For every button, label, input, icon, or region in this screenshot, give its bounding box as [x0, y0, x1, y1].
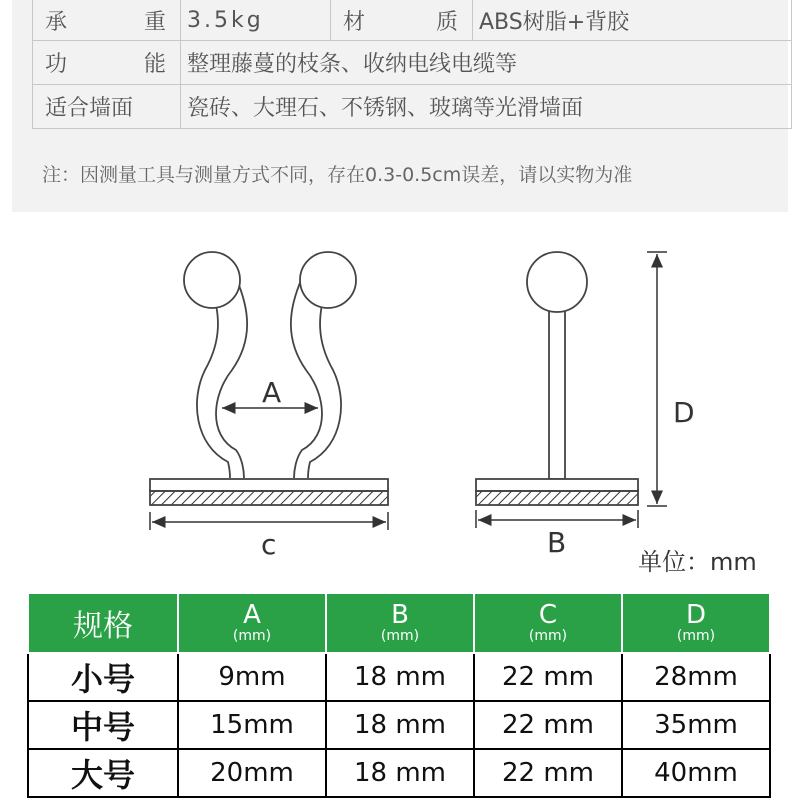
spec-label-surface: 适合墙面: [33, 85, 181, 129]
spec-value-function: 整理藤蔓的枝条、收纳电线电缆等: [181, 41, 792, 85]
spec-row-load: [33, 0, 792, 41]
spec-row-surface: [33, 85, 792, 129]
header-col-d: D (mm): [622, 593, 770, 653]
header-col-c: C (mm): [474, 593, 622, 653]
cell-value: 20mm: [178, 749, 326, 797]
size-table: [27, 592, 771, 798]
spec-label-function: 功能: [33, 41, 181, 85]
dimension-a-label: A: [262, 376, 282, 409]
cell-value: 35mm: [622, 701, 770, 749]
spec-row-function: [33, 41, 792, 85]
cell-value: 18 mm: [326, 749, 474, 797]
disclaimer-note: 注：因测量工具与测量方式不同，存在0.3-0.5cm误差，请以实物为准: [42, 164, 633, 186]
side-view-clip: [476, 252, 638, 505]
spec-value-load: 3.5kg: [181, 0, 331, 41]
cell-value: 40mm: [622, 749, 770, 797]
dimension-c-label: c: [261, 528, 277, 561]
dimension-diagram: [0, 230, 800, 600]
cell-value: 18 mm: [326, 653, 474, 701]
unit-label: 单位：mm: [638, 548, 757, 576]
dimension-b-label: B: [547, 526, 567, 559]
cell-value: 22 mm: [474, 749, 622, 797]
spec-panel: [12, 0, 788, 212]
size-table-header: [28, 593, 770, 653]
header-spec: 规格: [28, 593, 178, 653]
cell-value: 18 mm: [326, 701, 474, 749]
header-col-a: A (mm): [178, 593, 326, 653]
row-label-large: 大号: [28, 749, 178, 797]
spec-label-material: 材质: [331, 0, 473, 41]
cell-value: 28mm: [622, 653, 770, 701]
spec-label-load: 承重: [33, 0, 181, 41]
header-col-b: B (mm): [326, 593, 474, 653]
spec-value-material: ABS树脂+背胶: [473, 0, 792, 41]
table-row: [28, 701, 770, 749]
cell-value: 22 mm: [474, 653, 622, 701]
row-label-medium: 中号: [28, 701, 178, 749]
spec-table: [32, 0, 792, 129]
dimension-d-label: D: [673, 396, 695, 429]
cell-value: 22 mm: [474, 701, 622, 749]
table-row: [28, 749, 770, 797]
spec-value-surface: 瓷砖、大理石、不锈钢、玻璃等光滑墙面: [181, 85, 792, 129]
cell-value: 15mm: [178, 701, 326, 749]
table-row: [28, 653, 770, 701]
row-label-small: 小号: [28, 653, 178, 701]
cell-value: 9mm: [178, 653, 326, 701]
